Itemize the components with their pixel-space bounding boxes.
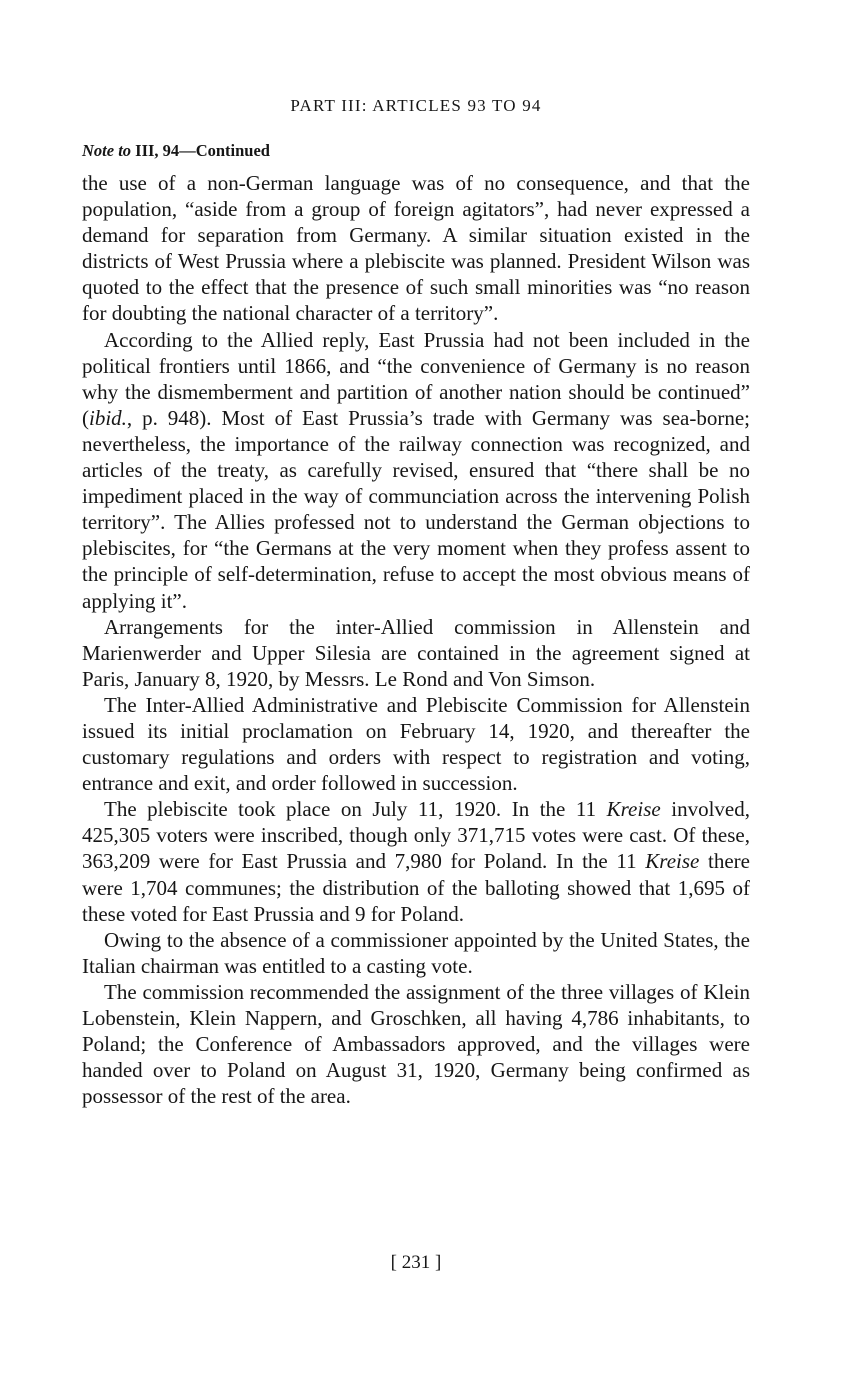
text-run: , p. 948). Most of East Prussia’s trade with Germany was sea-borne; nevertheless, the importance of the railway connection was recognized, and articles of the treaty, as carefully revised, ensured that “there shall be no impediment placed in the way of communciation across the intervening Polish territory”. The Allies professed not to understand the German objections to plebiscites, for “the Germans at the very moment when they profess assent to the principle of self-determination, refuse to accept the most obvious means of applying it”. <box>82 405 750 613</box>
text-run: According to the Allied reply, East Prussia had not been included in the political frontiers until 1866, and “the convenience of Germany is no reason why the dismemberment and partition of another nation should be continued” ( <box>82 327 750 430</box>
running-head: PART III: ARTICLES 93 TO 94 <box>290 96 542 115</box>
note-heading <box>82 141 270 161</box>
text-run: involved, 425,305 voters were inscribed, though only 371,715 votes were cast. Of these, 363,209 were for East Prussia and 7,980 for Poland. In the 11 <box>82 797 750 874</box>
italic-term: ibid. <box>89 405 127 430</box>
note-heading-suffix: Continued <box>195 141 270 160</box>
text-run: there were 1,704 communes; the distribution of the balloting showed that 1,695 of these voted for East Prussia and 9 for Poland. <box>82 849 750 926</box>
text-run: Arrangements for the inter-Allied commission in Allenstein and Marienwerder and Upper Silesia are contained in the agreement signed at Paris, January 8, 1920, by Messrs. Le Rond and Von Simson. <box>82 614 750 691</box>
text-run: the use of a non-German language was of no consequence, and that the population, “aside from a group of foreign agitators”, had never expressed a demand for separation from Germany. A similar situation existed in the districts of West Prussia where a plebiscite was planned. President Wilson was quoted to the effect that the presence of such small minorities was “no reason for doubting the national character of a territory”. <box>82 171 750 326</box>
paragraph <box>82 692 750 796</box>
italic-term: Kreise <box>645 849 700 874</box>
paragraph <box>82 927 750 979</box>
body-text <box>82 170 750 1109</box>
text-run: The Inter-Allied Administrative and Plebiscite Commission for Allenstein issued its initial proclamation on February 14, 1920, and thereafter the customary regulations and orders with respect to registration and voting, entrance and exit, and order followed in succession. <box>82 692 750 796</box>
paragraph <box>82 170 750 327</box>
text-run: The commission recommended the assignment of the three villages of Klein Lobenstein, Klein Nappern, and Groschken, all having 4,786 inhabitants, to Poland; the Conference of Ambassadors approved, and the villages were handed over to Poland on August 31, 1920, Germany being confirmed as possessor of the rest of the area. <box>82 979 750 1109</box>
paragraph <box>82 327 750 614</box>
note-heading-prefix: Note to <box>82 141 132 160</box>
paragraph <box>82 614 750 692</box>
page-number: [ 231 ] <box>390 1252 442 1273</box>
text-run: Owing to the absence of a commissioner appointed by the United States, the Italian chairman was entitled to a casting vote. <box>82 927 750 978</box>
note-heading-dash: — <box>179 141 196 160</box>
text-run: The plebiscite took place on July 11, 1920. In the 11 <box>104 797 607 822</box>
note-heading-ref: III, 94 <box>135 141 180 160</box>
paragraph <box>82 796 750 926</box>
italic-term: Kreise <box>606 797 661 822</box>
paragraph <box>82 979 750 1109</box>
